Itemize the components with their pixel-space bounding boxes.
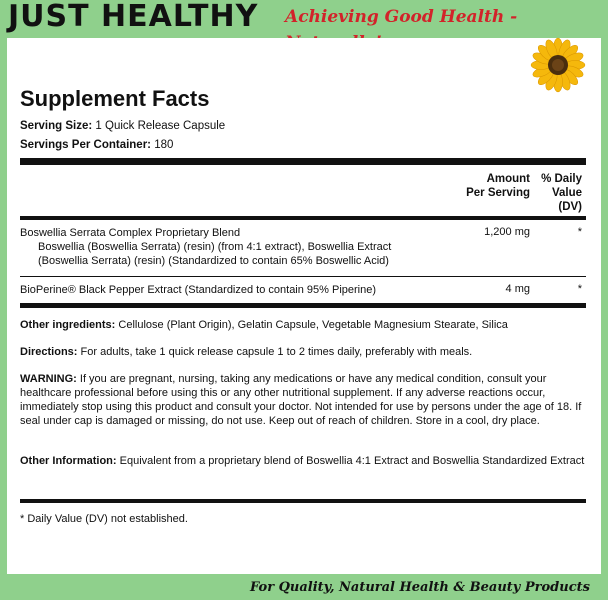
row-rule xyxy=(20,276,586,277)
warning-label: WARNING: xyxy=(20,373,77,385)
ingredient-detail: Boswellia (Boswellia Serrata) (resin) (from 4:1 extract), Boswellia Extract xyxy=(38,241,392,253)
col-amount-line1: Amount xyxy=(486,173,530,185)
thick-rule xyxy=(20,158,586,165)
servings-label: Servings Per Container: xyxy=(20,139,152,151)
ingredient-dv: * xyxy=(577,226,582,238)
thick-rule-bottom xyxy=(20,303,586,308)
tagline: Achieving Good Health - xyxy=(285,7,518,27)
warning-text: If you are pregnant, nursing, taking any medications or have any medical condition, consult your healthcare professional before using this or any other nutritional supplement. If any adverse reactions occur, immediately stop using this product and consult your doctor. Not intended for use by persons under the age of 18. If seal under cap is damaged or missing, do not use. Keep out of reach of children. Store in a cool, dry place. xyxy=(20,373,582,427)
col-amount-line2: Per Serving xyxy=(466,187,530,199)
servings-per-container xyxy=(20,139,173,151)
serving-size xyxy=(20,120,225,132)
other-ingredients xyxy=(20,318,586,332)
other-ingredients-label: Other ingredients: xyxy=(20,319,116,331)
directions xyxy=(20,345,586,359)
brand-name: JUST HEALTHY xyxy=(8,0,259,34)
other-information-text: Equivalent from a proprietary blend of Boswellia 4:1 Extract and Boswellia Standardized Extract xyxy=(119,455,585,467)
other-ingredients-text: Cellulose (Plant Origin), Gelatin Capsule, Vegetable Magnesium Stearate, Silica xyxy=(118,319,508,331)
ingredient-name: BioPerine® Black Pepper Extract (Standardized to contain 95% Piperine) xyxy=(20,284,377,296)
header-banner xyxy=(0,0,608,34)
footnote-rule xyxy=(20,499,586,503)
sunflower-icon xyxy=(530,37,586,93)
footnote: * Daily Value (DV) not established. xyxy=(20,513,188,525)
servings-value: 180 xyxy=(154,139,174,151)
other-information-label: Other Information: xyxy=(20,455,117,467)
other-information xyxy=(20,454,586,468)
col-dv-line3: (DV) xyxy=(558,201,582,213)
ingredient-dv: * xyxy=(577,283,582,295)
ingredient-amount: 1,200 mg xyxy=(484,226,530,238)
warning xyxy=(20,372,586,428)
col-amount-header xyxy=(430,172,530,200)
footer-text: For Quality, Natural Health & Beauty Products xyxy=(250,580,590,595)
serving-size-label: Serving Size: xyxy=(20,120,93,132)
header-rule xyxy=(20,216,586,220)
ingredient-name: Boswellia Serrata Complex Proprietary Blend xyxy=(20,227,241,239)
ingredient-row-boswellia xyxy=(20,226,391,268)
ingredient-row-bioperine xyxy=(20,283,376,297)
label-title: Supplement Facts xyxy=(20,86,210,111)
col-dv-header xyxy=(530,172,582,214)
ingredient-detail: (Boswellia Serrata) (resin) (Standardized to contain 65% Boswellic Acid) xyxy=(38,255,389,267)
col-dv-line1: % Daily xyxy=(541,173,582,185)
ingredient-amount: 4 mg xyxy=(505,283,530,295)
footer-banner xyxy=(0,578,608,600)
directions-label: Directions: xyxy=(20,346,78,358)
serving-size-value: 1 Quick Release Capsule xyxy=(95,120,226,132)
directions-text: For adults, take 1 quick release capsule 1 to 2 times daily, preferably with meals. xyxy=(80,346,473,358)
col-dv-line2: Value xyxy=(551,187,582,199)
